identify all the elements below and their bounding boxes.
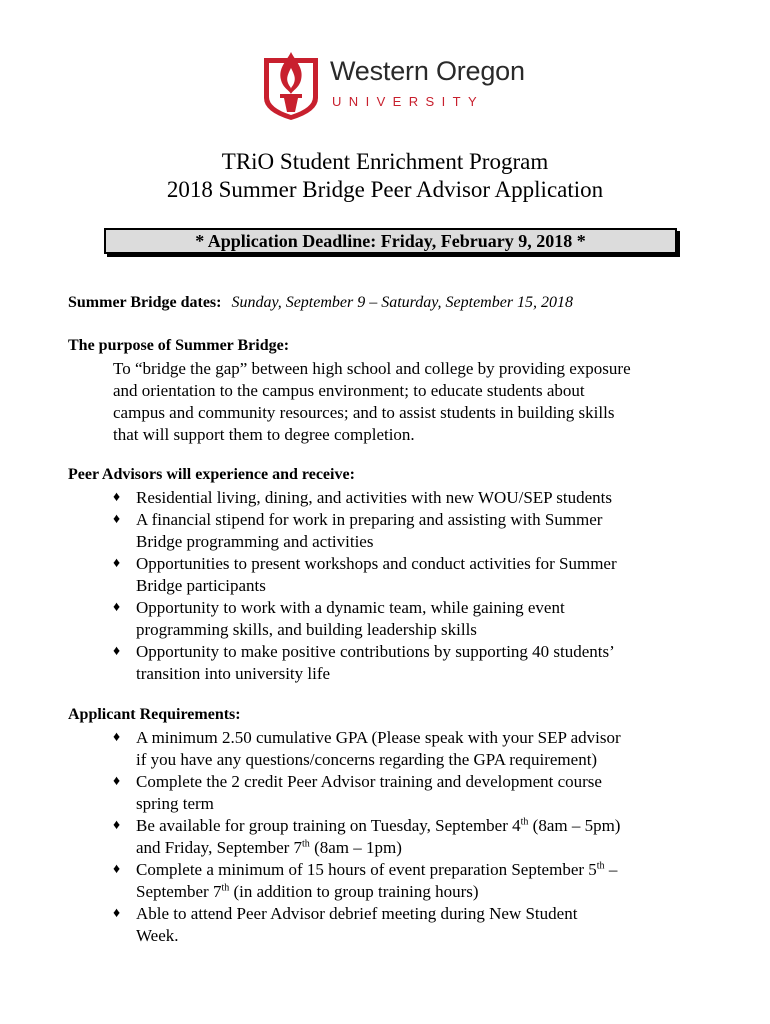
- dates-value: Sunday, September 9 – Saturday, September 15, 2018: [231, 294, 574, 311]
- text-part: and Friday, September 7: [136, 838, 303, 857]
- logo-subtitle: UNIVERSITY: [332, 94, 485, 109]
- diamond-bullet-icon: ♦: [113, 730, 121, 745]
- list-item-text: transition into university life: [136, 664, 331, 683]
- diamond-bullet-icon: ♦: [113, 644, 121, 659]
- list-item-text: spring term: [136, 794, 214, 813]
- list-item-text: Bridge participants: [136, 576, 266, 595]
- peer-benefits-list: [113, 487, 733, 685]
- list-item-text: Residential living, dining, and activities with new WOU/SEP students: [136, 488, 612, 507]
- diamond-bullet-icon: ♦: [113, 556, 121, 571]
- list-item-text: Opportunity to work with a dynamic team, while gaining event: [136, 598, 565, 617]
- purpose-heading: The purpose of Summer Bridge:: [68, 337, 290, 354]
- ordinal-suffix: th: [221, 882, 230, 894]
- list-item-text: Opportunity to make positive contributions by supporting 40 students’: [136, 642, 615, 661]
- document-subtitle: 2018 Summer Bridge Peer Advisor Application: [166, 177, 604, 202]
- text-part: (in addition to group training hours): [229, 882, 479, 901]
- requirements-list: [113, 727, 733, 947]
- purpose-line: campus and community resources; and to assist students in building skills: [113, 403, 615, 422]
- list-item-text: Able to attend Peer Advisor debrief meeting during New Student: [136, 904, 578, 923]
- purpose-line: that will support them to degree completion.: [113, 425, 415, 444]
- list-item: [113, 903, 733, 947]
- list-item-text: Opportunities to present workshops and conduct activities for Summer: [136, 554, 617, 573]
- deadline-text: * Application Deadline: Friday, February 9, 2018 *: [195, 230, 586, 251]
- list-item: [113, 815, 733, 859]
- list-item: [113, 771, 733, 815]
- list-item-text: A minimum 2.50 cumulative GPA (Please speak with your SEP advisor: [136, 728, 621, 747]
- purpose-line: and orientation to the campus environment; to educate students about: [113, 381, 585, 400]
- list-item-text: Bridge programming and activities: [136, 532, 374, 551]
- list-item: [113, 487, 733, 509]
- list-item-text: A financial stipend for work in preparing and assisting with Summer: [136, 510, 603, 529]
- ordinal-suffix: th: [520, 816, 529, 828]
- list-item: [113, 597, 733, 641]
- diamond-bullet-icon: ♦: [113, 818, 121, 833]
- text-part: –: [604, 860, 618, 879]
- list-item: [113, 727, 733, 771]
- list-item: [113, 641, 733, 685]
- diamond-bullet-icon: ♦: [113, 512, 121, 527]
- list-item-text: Complete the 2 credit Peer Advisor training and development course: [136, 772, 602, 791]
- text-part: (8am – 5pm): [528, 816, 621, 835]
- list-item: [113, 553, 733, 597]
- text-part: Be available for group training on Tuesday, September 4: [136, 816, 521, 835]
- diamond-bullet-icon: ♦: [113, 774, 121, 789]
- diamond-bullet-icon: ♦: [113, 600, 121, 615]
- requirements-heading: Applicant Requirements:: [68, 706, 241, 723]
- purpose-line: To “bridge the gap” between high school and college by providing exposure: [113, 359, 631, 378]
- torch-logo-icon: [262, 50, 320, 120]
- list-item-text: Week.: [136, 926, 179, 945]
- list-item: [113, 509, 733, 553]
- list-item: [113, 859, 733, 903]
- peer-advisors-heading: Peer Advisors will experience and receive:: [68, 466, 355, 483]
- university-logo: [262, 50, 532, 120]
- logo-name: Western Oregon: [330, 56, 525, 86]
- deadline-banner: [104, 228, 677, 254]
- diamond-bullet-icon: ♦: [113, 862, 121, 877]
- list-item-text: [136, 859, 733, 881]
- text-part: (8am – 1pm): [309, 838, 402, 857]
- list-item-text: [136, 837, 733, 859]
- text-part: September 7: [136, 882, 222, 901]
- ordinal-suffix: th: [596, 860, 605, 872]
- dates-label: Summer Bridge dates:: [68, 294, 222, 311]
- document-title: TRiO Student Enrichment Program: [221, 149, 549, 174]
- list-item-text: [136, 881, 733, 903]
- list-item-text: programming skills, and building leadership skills: [136, 620, 477, 639]
- purpose-paragraph: [113, 358, 733, 446]
- diamond-bullet-icon: ♦: [113, 490, 121, 505]
- text-part: Complete a minimum of 15 hours of event preparation September 5: [136, 860, 597, 879]
- list-item-text: if you have any questions/concerns regarding the GPA requirement): [136, 750, 598, 769]
- list-item-text: [136, 815, 733, 837]
- summer-bridge-dates: [68, 294, 573, 312]
- diamond-bullet-icon: ♦: [113, 906, 121, 921]
- ordinal-suffix: th: [302, 838, 310, 850]
